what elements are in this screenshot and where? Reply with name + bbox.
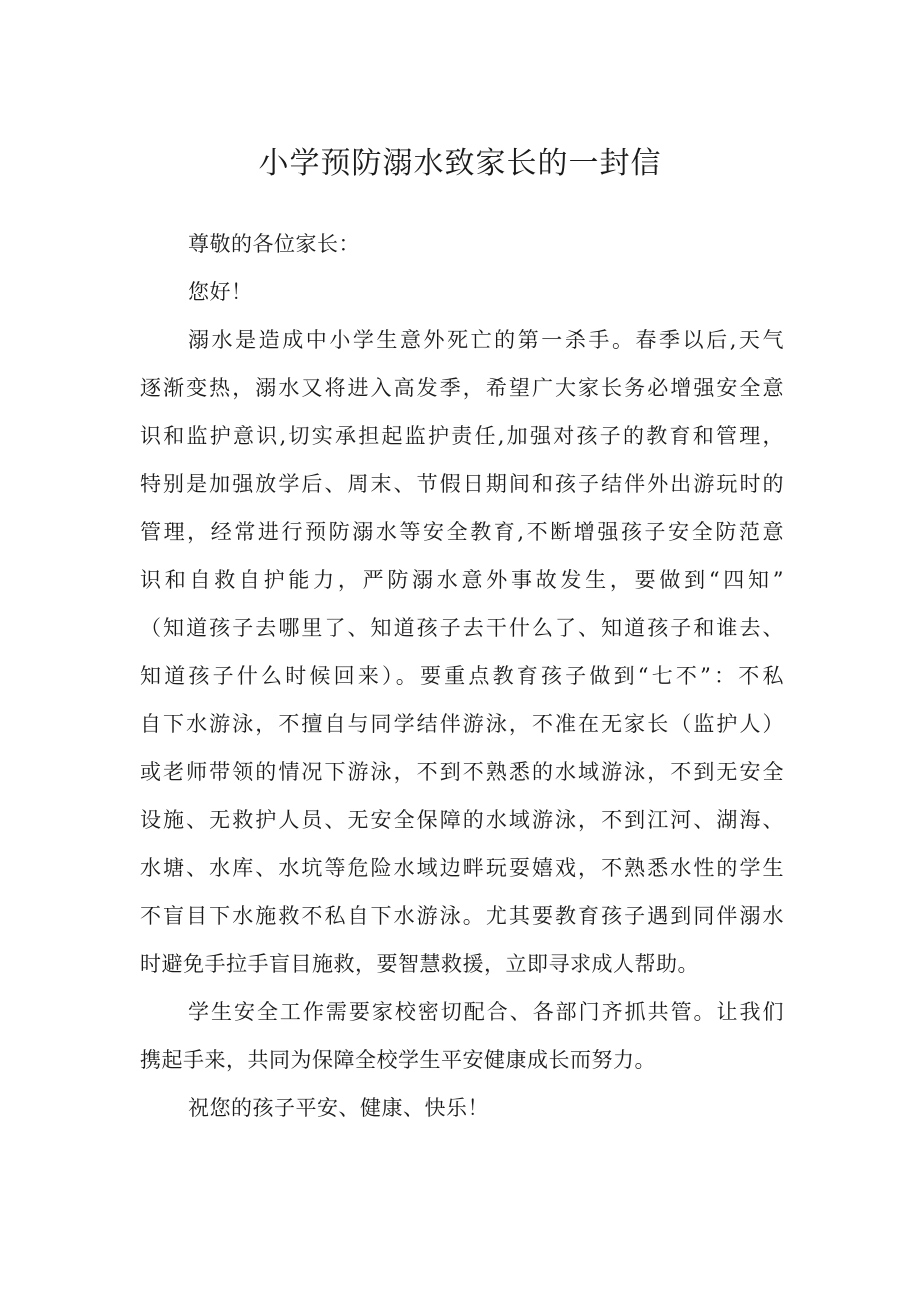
paragraph-line: 学生安全工作需要家校密切配合、各部门齐抓共管。让我们	[188, 1000, 784, 1024]
paragraph-1	[140, 316, 784, 988]
paragraph-line: 特别是加强放学后、周末、节假日期间和孩子结伴外出游玩时的	[140, 472, 784, 496]
paragraph-line: （知道孩子去哪里了、知道孩子去干什么了、知道孩子和谁去、	[140, 616, 784, 640]
paragraph-line: 逐渐变热，溺水又将进入高发季，希望广大家长务必增强安全意	[140, 376, 784, 400]
paragraph-2	[140, 988, 784, 1084]
letter-body	[140, 220, 784, 1132]
salutation: 您好！	[188, 280, 253, 304]
closing: 祝您的孩子平安、健康、快乐！	[188, 1096, 489, 1120]
paragraph-line: 识和监护意识,切实承担起监护责任,加强对孩子的教育和管理，	[140, 424, 784, 448]
paragraph-line: 识和自救自护能力，严防溺水意外事故发生，要做到“四知”	[140, 568, 784, 592]
paragraph-line: 时避免手拉手盲目施救，要智慧救援，立即寻求成人帮助。	[140, 952, 699, 976]
paragraph-line: 或老师带领的情况下游泳，不到不熟悉的水域游泳，不到无安全	[140, 760, 784, 784]
paragraph-line: 携起手来，共同为保障全校学生平安健康成长而努力。	[140, 1048, 656, 1072]
paragraph-line: 不盲目下水施救不私自下水游泳。尤其要教育孩子遇到同伴溺水	[140, 904, 784, 928]
paragraph-line: 设施、无救护人员、无安全保障的水域游泳，不到江河、湖海、	[140, 808, 784, 832]
paragraph-line: 管理，经常进行预防溺水等安全教育,不断增强孩子安全防范意	[140, 520, 784, 544]
greeting: 尊敬的各位家长：	[188, 232, 360, 256]
paragraph-line: 水塘、水库、水坑等危险水域边畔玩耍嬉戏，不熟悉水性的学生	[140, 856, 784, 880]
paragraph-line: 溺水是造成中小学生意外死亡的第一杀手。春季以后,天气	[188, 328, 784, 352]
document-title: 小学预防溺水致家长的一封信	[258, 146, 662, 181]
paragraph-line: 知道孩子什么时候回来）。要重点教育孩子做到“七不”：不私	[140, 664, 784, 688]
paragraph-line: 自下水游泳，不擅自与同学结伴游泳，不准在无家长（监护人）	[140, 712, 784, 736]
